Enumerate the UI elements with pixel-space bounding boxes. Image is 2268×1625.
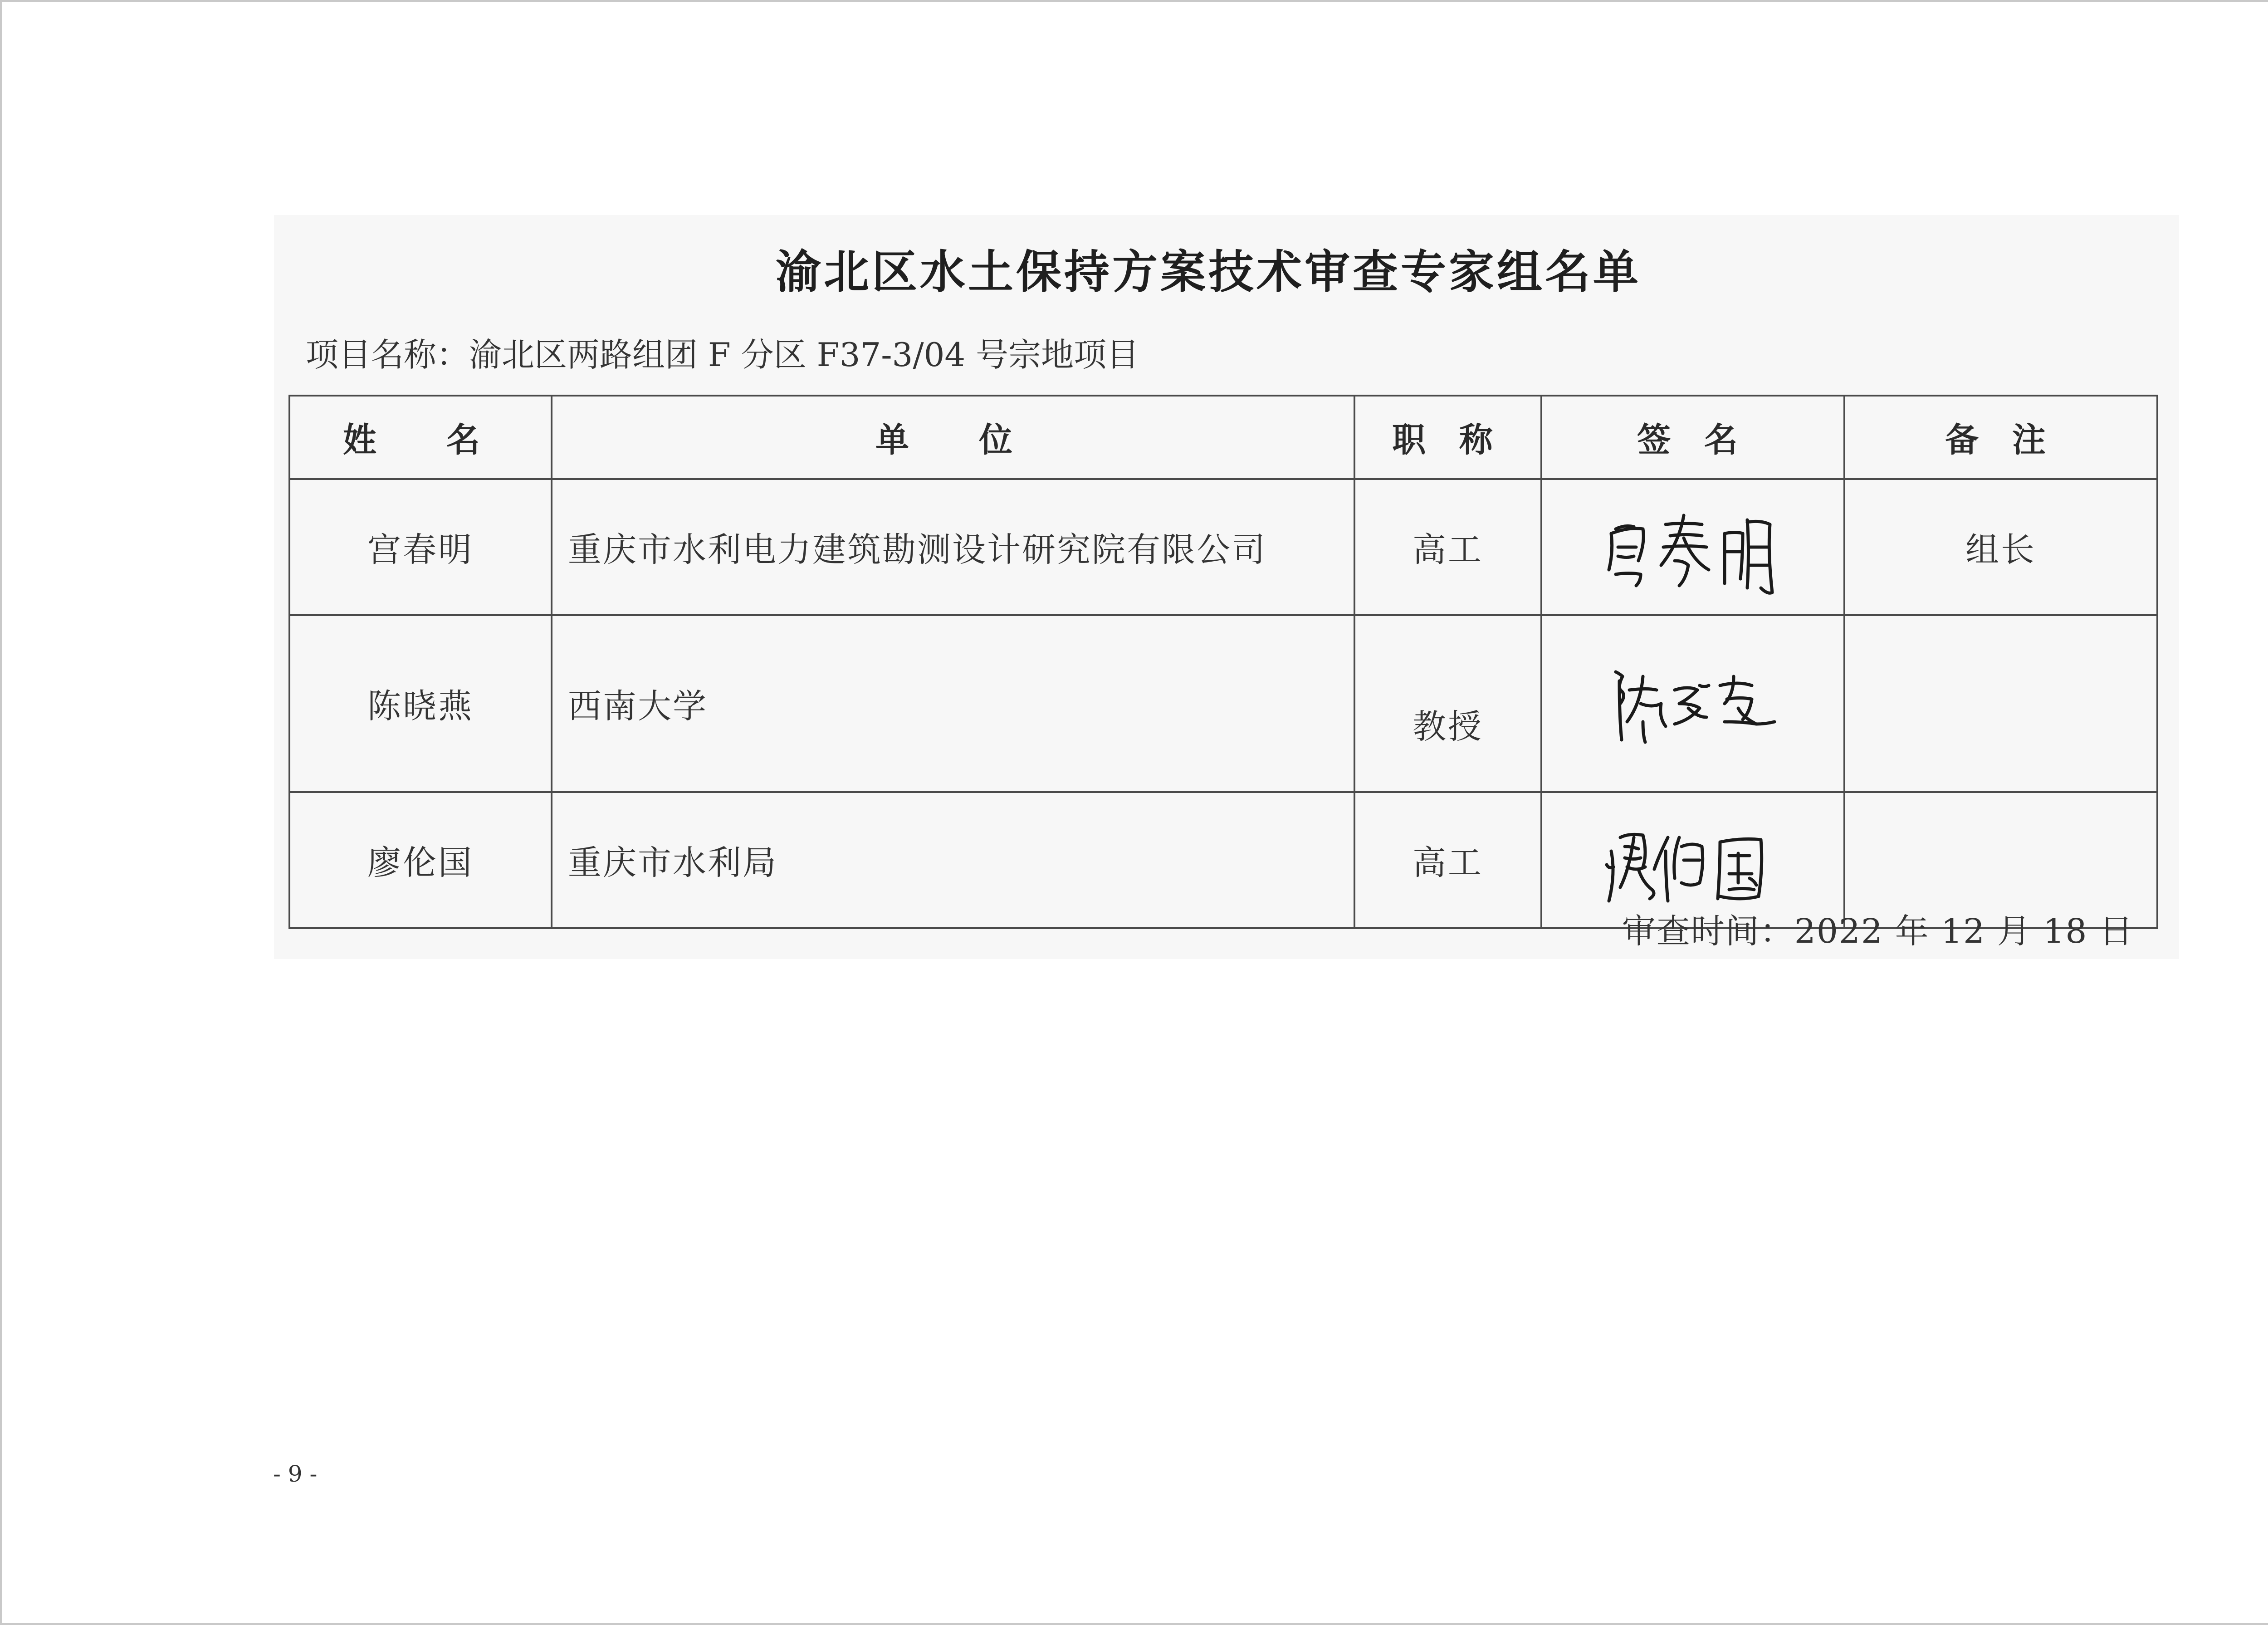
- expert-name: 廖伦国: [289, 792, 552, 928]
- handwritten-signature: [1593, 810, 1793, 910]
- header-note: 备 注: [1844, 396, 2157, 479]
- expert-note: [1844, 615, 2157, 792]
- header-signature: 签 名: [1541, 396, 1844, 479]
- expert-title: 高工: [1354, 792, 1541, 928]
- project-name: 渝北区两路组团 F 分区 F37-3/04 号宗地项目: [469, 336, 1139, 374]
- page-number: - 9 -: [273, 1461, 318, 1487]
- header-name: 姓 名: [289, 396, 552, 479]
- expert-org: 重庆市水利局: [552, 792, 1354, 928]
- expert-table: [288, 395, 2158, 929]
- expert-title: 高工: [1354, 479, 1541, 615]
- handwritten-signature: [1598, 497, 1788, 597]
- review-date-label: 审查时间：: [1622, 912, 1794, 951]
- table-row: [289, 615, 2157, 792]
- expert-title: 教授: [1354, 615, 1541, 792]
- expert-note: 组长: [1844, 479, 2157, 615]
- review-date: [1622, 905, 2134, 953]
- header-title: 职 称: [1354, 396, 1541, 479]
- expert-name: 宫春明: [289, 479, 552, 615]
- project-label: 项目名称：: [306, 336, 469, 374]
- signature-cell: [1541, 479, 1844, 615]
- handwritten-signature: [1598, 654, 1788, 754]
- table-header-row: [289, 396, 2157, 479]
- expert-org: 重庆市水利电力建筑勘测设计研究院有限公司: [552, 479, 1354, 615]
- expert-org: 西南大学: [552, 615, 1354, 792]
- project-line: [306, 328, 1139, 376]
- review-date-value: 2022 年 12 月 18 日: [1794, 912, 2134, 951]
- table-row: [289, 479, 2157, 615]
- expert-name: 陈晓燕: [289, 615, 552, 792]
- header-org: 单 位: [552, 396, 1354, 479]
- signature-cell: [1541, 615, 1844, 792]
- page-title: 渝北区水土保持方案技术审查专家组名单: [776, 245, 1641, 299]
